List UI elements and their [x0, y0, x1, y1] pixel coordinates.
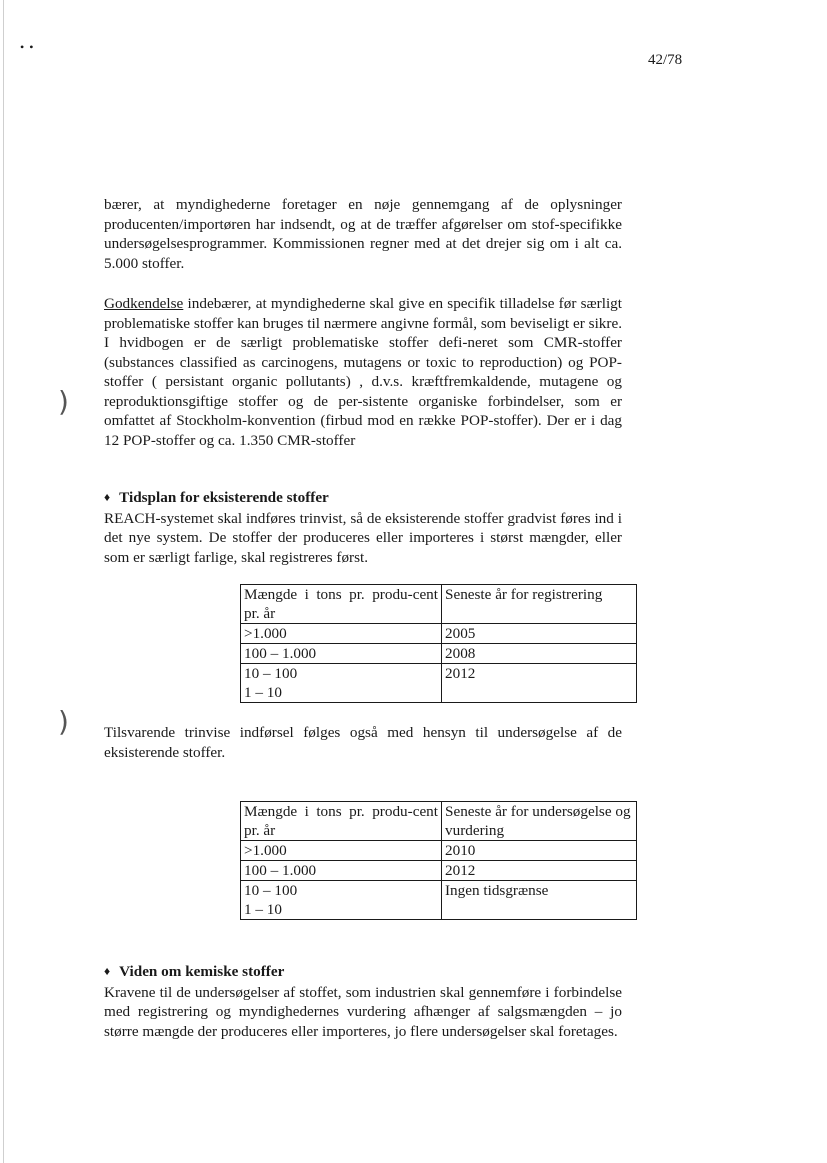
registration-table [240, 584, 637, 703]
cell-line: 10 – 100 [244, 665, 298, 682]
table-cell: >1.000 [241, 624, 442, 644]
assessment-table [240, 801, 637, 920]
cell-line: 10 – 100 [244, 882, 298, 899]
cell-line: 1 – 10 [244, 901, 282, 918]
table-header-row [241, 585, 637, 624]
table-cell: Ingen tidsgrænse [442, 881, 637, 920]
table-header-cell: Seneste år for registrering [442, 585, 637, 624]
paragraph-text: Tilsvarende trinvise indførsel følges også med hensyn til undersøgelse af de eksisterende stoffer. [104, 724, 622, 761]
table-cell [241, 664, 442, 703]
punch-hole-mark: ) [58, 705, 69, 738]
diamond-bullet-icon: ♦ [104, 964, 111, 978]
cell-line: 1 – 10 [244, 684, 282, 701]
section-knowledge [104, 962, 622, 1041]
table-row [241, 841, 637, 861]
paragraph-rest: indebærer, at myndighederne skal give en specifik tilladelse før særligt problematiske stoffer kan bruges til nærmere angivne formål, som beviseligt er sikre. I hvidbogen er de særligt problematiske stoffer defi-neret som CMR-stoffer (substances classified as carcinogens, mutagens or toxic to reproduction) og POP-stoffer ( persistant organic pollutants) , d.v.s. kræftfremkaldende, mutagene og reproduktionsgiftige stoffer og de per-sistente organiske forbindelser, som er omfattet af Stockholm-konvention (firbud mod en række POP-stoffer). Der er i dag 12 POP-stoffer og ca. 1.350 CMR-stoffer [104, 295, 622, 449]
section-heading [104, 488, 622, 509]
table-cell: 2012 [442, 861, 637, 881]
table-row [241, 664, 637, 703]
table-row [241, 624, 637, 644]
table-header-cell [241, 802, 442, 841]
section-body: Kravene til de undersøgelser af stoffet, som industrien skal gennemføre i forbindelse med registrering og myndighedernes vurdering afhænger af salgsmængden – jo større mængde der produceres eller importeres, jo flere undersøgelser skal foretages. [104, 983, 622, 1040]
term-godkendelse: Godkendelse [104, 295, 184, 312]
section-heading-text: Viden om kemiske stoffer [119, 963, 285, 980]
table-cell: 2008 [442, 644, 637, 664]
table-row [241, 861, 637, 881]
section-heading-text: Tidsplan for eksisterende stoffer [119, 489, 329, 506]
table-cell: 100 – 1.000 [241, 861, 442, 881]
table-row [241, 644, 637, 664]
table-header-cell: Seneste år for undersøgelse og vurdering [442, 802, 637, 841]
paragraph-text [104, 294, 622, 450]
paragraph-parallel [104, 723, 622, 762]
table-header-row [241, 802, 637, 841]
table-cell: 2005 [442, 624, 637, 644]
table-cell: 2010 [442, 841, 637, 861]
paragraph-text: bærer, at myndighederne foretager en nøje gennemgang af de oplysninger producenten/importøren har indsendt, og at de træffer afgørelser om stof-specifikke undersøgelsesprogrammer. Kommissionen regner med at det drejer sig om i alt ca. 5.000 stoffer. [104, 196, 622, 272]
section-heading [104, 962, 622, 983]
table-cell: >1.000 [241, 841, 442, 861]
section-timeline [104, 488, 622, 567]
margin-marks: • • [20, 40, 35, 54]
punch-hole-mark: ) [58, 385, 69, 418]
table-row [241, 881, 637, 920]
paragraph-authorisation [104, 294, 622, 450]
section-body: REACH-systemet skal indføres trinvist, så de eksisterende stoffer gradvist føres ind i det nye system. De stoffer der produceres eller importeres i størst mængder, eller som er særligt farlige, skal registreres først. [104, 509, 622, 566]
header-text: Mængde i tons pr. produ-cent pr. år [244, 586, 438, 622]
scan-edge-line [3, 0, 4, 1163]
header-text: Mængde i tons pr. produ-cent pr. år [244, 803, 438, 839]
paragraph-registration-end [104, 195, 622, 273]
table-cell: 100 – 1.000 [241, 644, 442, 664]
page-number: 42/78 [648, 52, 683, 68]
table-cell [241, 881, 442, 920]
table-header-cell [241, 585, 442, 624]
diamond-bullet-icon: ♦ [104, 490, 111, 504]
table-cell: 2012 [442, 664, 637, 703]
